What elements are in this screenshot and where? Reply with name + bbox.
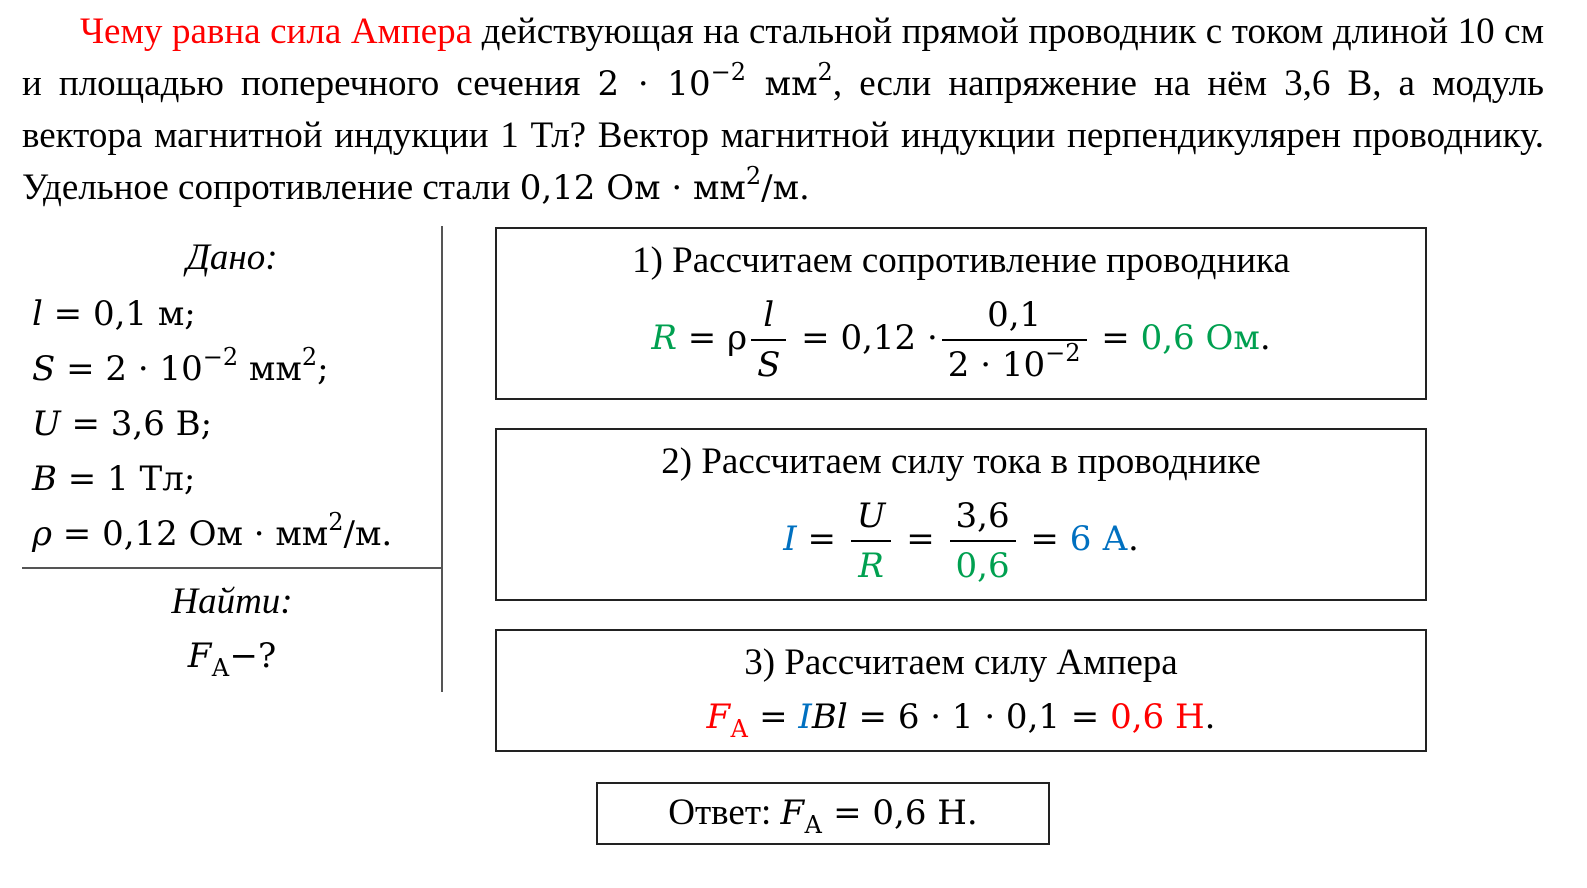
step2-title: 2) Рассчитаем силу тока в проводнике <box>661 441 1261 482</box>
problem-area: $2 \cdot 10^{-2}$ $мм^2$ <box>597 58 833 104</box>
step1-frac-values: $\frac{0,1}{2 \cdot 10^{-2}}$ <box>942 295 1087 385</box>
given-area: $S = 2 \cdot 10^{-2}$ $мм^2$; <box>32 343 329 389</box>
given-voltage: U = 3,6 В; <box>32 404 213 444</box>
step1-frac-ls: $\frac{l}{S}$ <box>751 295 786 385</box>
problem-text-2: , если напряжение на нём 3,6 В, а модуль вектора магнитной индукции 1 Тл? Вектор магнитной индукции перпендикулярен проводнику. Удельное сопротивление стали <box>22 63 1544 208</box>
answer-label: Ответ: <box>668 792 781 833</box>
given-divider-horizontal <box>22 567 442 569</box>
step2-result: 6 А <box>1069 519 1128 559</box>
step2-frac-values: $\frac{3,6}{0,6}$ <box>950 496 1016 586</box>
problem-text-1: действующая на стальной прямой проводник с током длиной 10 см и площадью поперечного сечения <box>22 11 1545 104</box>
find-force: $F_А-$? <box>187 636 277 682</box>
given-title: Дано: <box>186 237 278 278</box>
problem-highlight: Чему равна сила Ампера <box>80 11 473 52</box>
given-resistivity: ρ = 0,12 Ом · $мм^2/м$. <box>32 508 393 554</box>
step1-formula: R = ρ $\frac{l}{S}$ = 0,12 · $\frac{0,1}{2 \cdot 10^{-2}}$ = 0,6 Ом. <box>651 295 1271 385</box>
step3-title: 3) Рассчитаем силу Ампера <box>744 642 1178 683</box>
step3-result: 0,6 Н <box>1110 697 1205 737</box>
step2-formula: I = $\frac{U}{R}$ = $\frac{3,6}{0,6}$ = 6 А. <box>783 496 1139 586</box>
problem-rho: 0,12 Ом · $мм^2/м$. <box>519 162 810 208</box>
step1-title: 1) Рассчитаем сопротивление проводника <box>632 240 1290 281</box>
find-title: Найти: <box>171 581 293 622</box>
step2-frac-ur: $\frac{U}{R}$ <box>851 496 892 586</box>
answer-box: Ответ: $F_А = 0,6$ Н. <box>596 782 1050 845</box>
given-induction: B = 1 Тл; <box>32 459 196 499</box>
step3-box <box>495 629 1427 752</box>
problem-statement <box>22 6 1544 214</box>
step1-box <box>495 227 1427 400</box>
step2-box <box>495 428 1427 601</box>
given-length: l = 0,1 м; <box>32 294 196 334</box>
step3-formula: $F_А$ = IBl = 6 · 1 · 0,1 = 0,6 Н. <box>706 697 1216 743</box>
step1-result: 0,6 Ом <box>1140 318 1260 358</box>
